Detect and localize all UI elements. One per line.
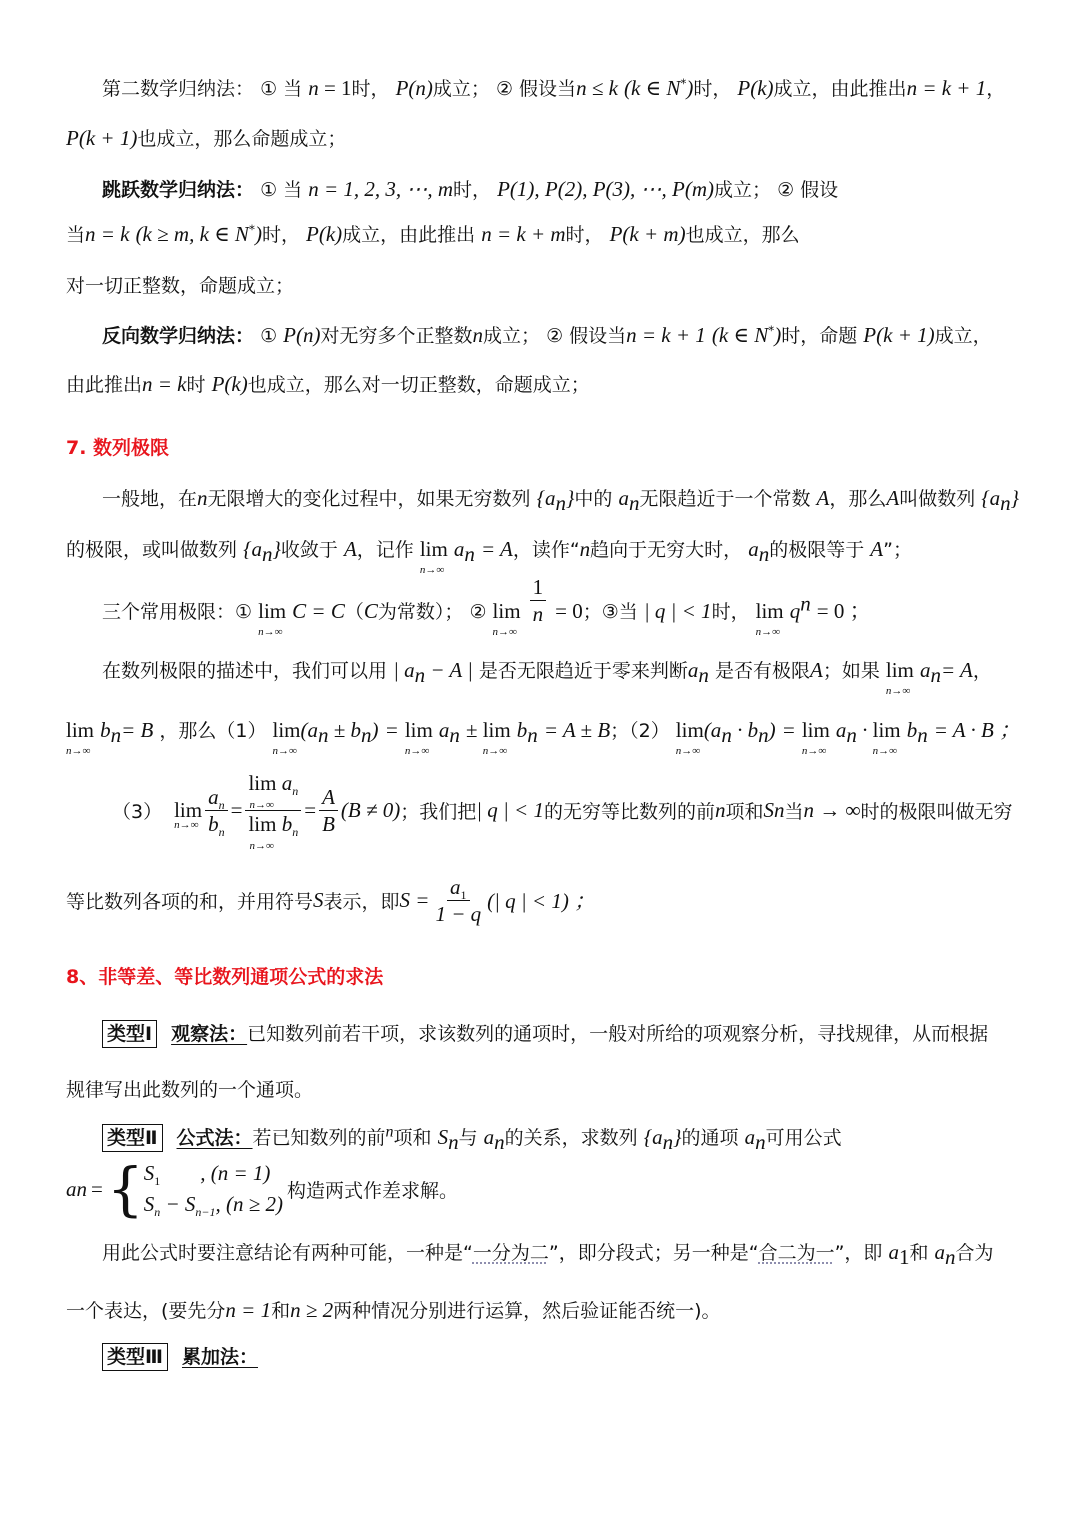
type1-name: 观察法： — [171, 1023, 248, 1045]
reverse-label: 反向数学归纳法： — [102, 325, 255, 347]
type3-name: 累加法： — [181, 1346, 258, 1368]
type2-note: 用此公式时要注意结论有两种可能，一种是“一分为二”，即分段式；另一种是“合二为一”，即 $a_1$和 $a_n$合为 — [102, 1240, 994, 1269]
type2-line: 类型Ⅱ 公式法：若已知数列的前$^n$项和 $S_n$与 $a_n$的关系，求数列 $\{a_n\}$的通项 $a_n$可用公式 — [102, 1124, 842, 1152]
jump-line3: 对一切正整数，命题成立； — [66, 275, 295, 297]
fraction-an-over-bn: $\frac{a_n}{b_n}$ — [205, 784, 228, 837]
type2-name: 公式法： — [176, 1127, 253, 1149]
type2-note2: 一个表达，(要先分n = 1和n ≥ 2两种情况分别进行运算，然后验证能否统一)。 — [66, 1298, 721, 1322]
common-limits-line: 三个常用极限：① lim n→∞ C = C（C为常数）； ② lim n→∞ $\frac{1}{n}$ = 0；③当 | q | < 1时， lim n→∞ $q^n = 0$ ； — [102, 575, 871, 638]
type3-tag: 类型Ⅲ — [102, 1343, 168, 1371]
limit-operator: lim n→∞ — [419, 537, 448, 576]
section7-p5: （3） lim n→∞ $\frac{a_n}{b_n}$ = $\lim a_n$ n→∞ $\lim b_n$ n→∞ = $\frac{A}{B}$ (B ≠ 0) ；我们把 | q | < 1 的无穷等比数列的前 n 项和 S n 当 n → ∞ 时的极限叫做无穷 — [112, 770, 1013, 852]
fraction-sum-formula: $\frac{a_1}{1 - q}$ — [435, 874, 482, 926]
jump-line2: 当n = k (k ≥ m, k ∈ N*)时， P(k)成立，由此推出 n = k + m时， P(k + m)也成立，那么 — [66, 222, 800, 246]
reverse-line1: 反向数学归纳法： ① P(n)对无穷多个正整数n成立； ② 假设当n = k + 1 (k ∈ N*)时，命题 P(k + 1)成立， — [102, 323, 992, 347]
section7-p3: 在数列极限的描述中，我们可以用 | $a_n - A$ | 是否无限趋近于零来判断$a_n$ 是否有极限A；如果 lim n→∞ $a_n= A$， — [102, 658, 992, 697]
reverse-line2: 由此推出n = k时 P(k)也成立，那么对一切正整数，命题成立； — [66, 372, 590, 396]
section7-p2: 的极限，或叫做数列 $\{a_n\}$收敛于 A，记作 lim n→∞ $a_n = A$，读作“n趋向于无穷大时， $a_n$的极限等于 A”； — [66, 537, 912, 576]
type1-line: 类型Ⅰ 观察法：已知数列前若干项，求该数列的通项时，一般对所给的项观察分析，寻找规律，从而根据 — [102, 1020, 988, 1048]
type2-tag: 类型Ⅱ — [102, 1124, 163, 1152]
section7-p4: lim n→∞ $b_n= B$ ，那么（1） lim n→∞ $(a_n \pm b_n) = \lim$ n→∞ $a_n \pm \lim$ n→∞ $b_n = A \pm B$；（2） lim n→∞ $(a_n \cdot b_n) = \lim$ n→∞ $a_n \cdot \lim$ n→∞ $b_n = A \cdot B$ ； — [66, 718, 1021, 757]
jump-label: 跳跃数学归纳法： — [102, 179, 255, 201]
induction2-label: 第二数学归纳法： — [102, 78, 255, 100]
section7-heading: 7. 数列极限 — [66, 437, 170, 459]
fraction-A-over-B: $\frac{A}{B}$ — [319, 784, 338, 837]
fraction-1-over-n: $\frac{1}{n}$ — [530, 574, 547, 627]
induction2-line2: P(k + 1)也成立，那么命题成立； — [66, 126, 347, 150]
type1-line2: 规律写出此数列的一个通项。 — [66, 1079, 314, 1101]
section7-p1: 一般地，在n无限增大的变化过程中，如果无穷数列 $\{a_n\}$中的 $a_n$无限趋近于一个常数 A，那么A叫做数列 $\{a_n\}$ — [102, 486, 1020, 515]
induction2-line1: 第二数学归纳法： ① 当 n = 1时， P(n)成立； ② 假设当n ≤ k (k ∈ N*)时， P(k)成立，由此推出n = k + 1， — [102, 76, 1006, 100]
section7-p6: 等比数列各项的和，并用符号 S 表示，即 S = $\frac{a_1}{1 - q}$ (| q | < 1) ； — [66, 874, 596, 926]
jump-line1: 跳跃数学归纳法： ① 当 n = 1, 2, 3, ⋯, m时， P(1), P(2), P(3), ⋯, P(m)成立； ② 假设 — [102, 177, 839, 201]
fraction-lim-ratio: $\lim a_n$ n→∞ $\lim b_n$ n→∞ — [245, 770, 301, 851]
piecewise-formula: a n = { $S_1$ , (n = 1) $S_n - S_{n-1}$, (n ≥ 2) 构造两式作差求解。 — [66, 1155, 459, 1223]
section8-heading: 8、非等差、等比数列通项公式的求法 — [66, 966, 384, 988]
type1-tag: 类型Ⅰ — [102, 1020, 157, 1048]
left-brace-icon: { — [106, 1155, 144, 1223]
type3-line — [102, 1343, 258, 1371]
